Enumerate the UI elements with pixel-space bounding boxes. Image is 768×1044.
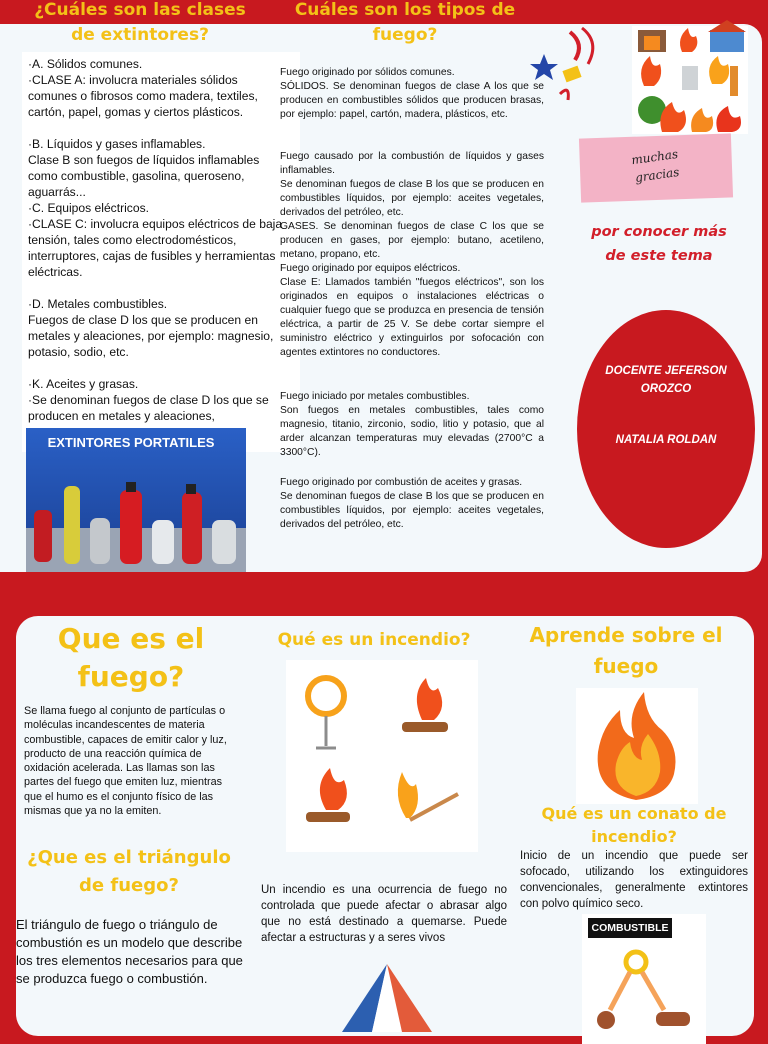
fire-illustrations-collage (632, 26, 748, 134)
extinguisher-classes-text: ·A. Sólidos comunes. ·CLASE A: involucra materiales sólidos comunes o fibrosos como madera, textiles, cartón, papel, gomas y ciertos plásticos. ·B. Líquidos y gases inflamables. Clase B son fuegos de líquidos inflamables como combustible, gasolina, queroseno, aguarrás... ·C. Equipos eléctricos. ·CLASE C: involucra equipos eléctricos de baja tensión, tales como electrodomésticos, interruptores, cajas de fusibles y herramientas eléctricas. ·D. Metales combustibles. Fuegos de clase D los que se producen en metales y aleaciones, por ejemplo: magnesio, potasio, sodio, etc. ·K. Aceites y grasas. ·Se denominan fuegos de clase D los que se producen en metales y aleaciones, (28, 57, 283, 423)
flame-icon (576, 688, 698, 804)
credits-teacher: DOCENTE JEFERSON OROZCO (605, 365, 727, 395)
combustible-triangle-icon (582, 914, 706, 1044)
thanks-note-text: muchas gracias (630, 146, 681, 185)
learn-about-fire-title: Aprende sobre el fuego (529, 623, 723, 678)
fire-types-text-solids: Fuego originado por sólidos comunes. SÓLIDOS. Se denominan fuegos de clase A los que se producen en combustibles sólidos que producen brasas, por ejemplo: papel, cartón, madera, plásticos, etc. (280, 67, 544, 120)
thanks-note (579, 133, 733, 202)
fire-triangle-icon (342, 962, 432, 1032)
extinguisher-group-graphic (26, 428, 246, 572)
fire-icons-graphic (286, 660, 478, 852)
fire-icons-grid (286, 660, 478, 852)
what-is-a-fire-incident-text: Un incendio es una ocurrencia de fuego no controlada que puede afectar o abrasar algo que no está destinado a quemarse. Puede afectar a estructuras y a seres vivos (261, 884, 507, 944)
what-is-fire-title: Que es el fuego? (57, 622, 205, 693)
credits-oval (577, 310, 755, 548)
credits-student: NATALIA ROLDAN (615, 434, 717, 446)
fire-types-text-liquids-gases-electric: Fuego causado por la combustión de líquidos y gases inflamables. Se denominan fuegos de clase B los que se producen en combustibles líquidos, por ejemplo: aceites vegetales, derivados del petróleo, etc. GASES. Se denominan fuegos de clase C los que se producen en gases, por ejemplo: butano, acetileno, metano, propano, etc. Fuego originado por equipos eléctricos. Clase E: Llamados también "fuegos eléctricos", son los originados en equipos o instalaciones eléctricas o cualquier fuego que se produzca en presencia de tensión eléctrica, a partir de 25 V. Se debe cortar siempre el suministro eléctrico y extinguirlos por sofocación con agentes extintores no conductores. (280, 151, 544, 358)
fire-triangle-title: ¿Que es el triángulo de fuego? (27, 847, 231, 896)
fire-types-text-metals: Fuego iniciado por metales combustibles. Son fuegos en metales combustibles, tales como magnesio, titanio, zirconio, sodio, litio y potasio, que al arder alcanzan temperaturas muy elevadas (2700°C a 3300°C). (280, 391, 544, 458)
fire-triangle-text: El triángulo de fuego o triángulo de combustión es un modelo que describe los tres elementos necesarios para que se produzca fuego o combustión. (16, 917, 243, 986)
combustible-label: COMBUSTIBLE (588, 918, 672, 938)
extinguishers-image-caption: EXTINTORES PORTATILES (47, 435, 215, 450)
portable-extinguishers-image (26, 428, 246, 572)
what-is-fire-text: Se llama fuego al conjunto de partículas o moléculas incandescentes de materia combustible, capaces de emitir calor y luz, producto de una reacción química de oxidación acelerada. Las llamas son las partes del fuego que emiten luz, mientras que el humo es el conjunto físico de las mismas que ya no la emiten. (24, 705, 227, 818)
extinguisher-classes-title: ¿Cuáles son las clases de extintores? (34, 0, 246, 45)
what-is-a-fire-incident-title: Qué es un incendio? (277, 630, 471, 650)
fire-types-text-oils: Fuego originado por combustión de aceites y grasas. Se denominan fuegos de clase B los que se producen en combustibles líquidos, por ejemplo: aceites vegetales, derivados del petróleo, etc. (280, 477, 544, 530)
bottom-panel (16, 616, 754, 1036)
fire-types-title: Cuáles son los tipos de fuego? (294, 0, 516, 45)
confetti-decoration-icon (530, 24, 620, 114)
thanks-subtitle: por conocer más de este tema (591, 224, 727, 264)
what-is-an-incipient-fire-title: Qué es un conato de incendio? (541, 804, 727, 846)
what-is-an-incipient-fire-text: Inicio de un incendio que puede ser sofocado, utilizando los extinguidores convencionales, generalmente extintores con polvo químico seco. (520, 850, 748, 910)
combustible-diagram (582, 914, 706, 1044)
fire-icons-graphic (632, 26, 748, 134)
